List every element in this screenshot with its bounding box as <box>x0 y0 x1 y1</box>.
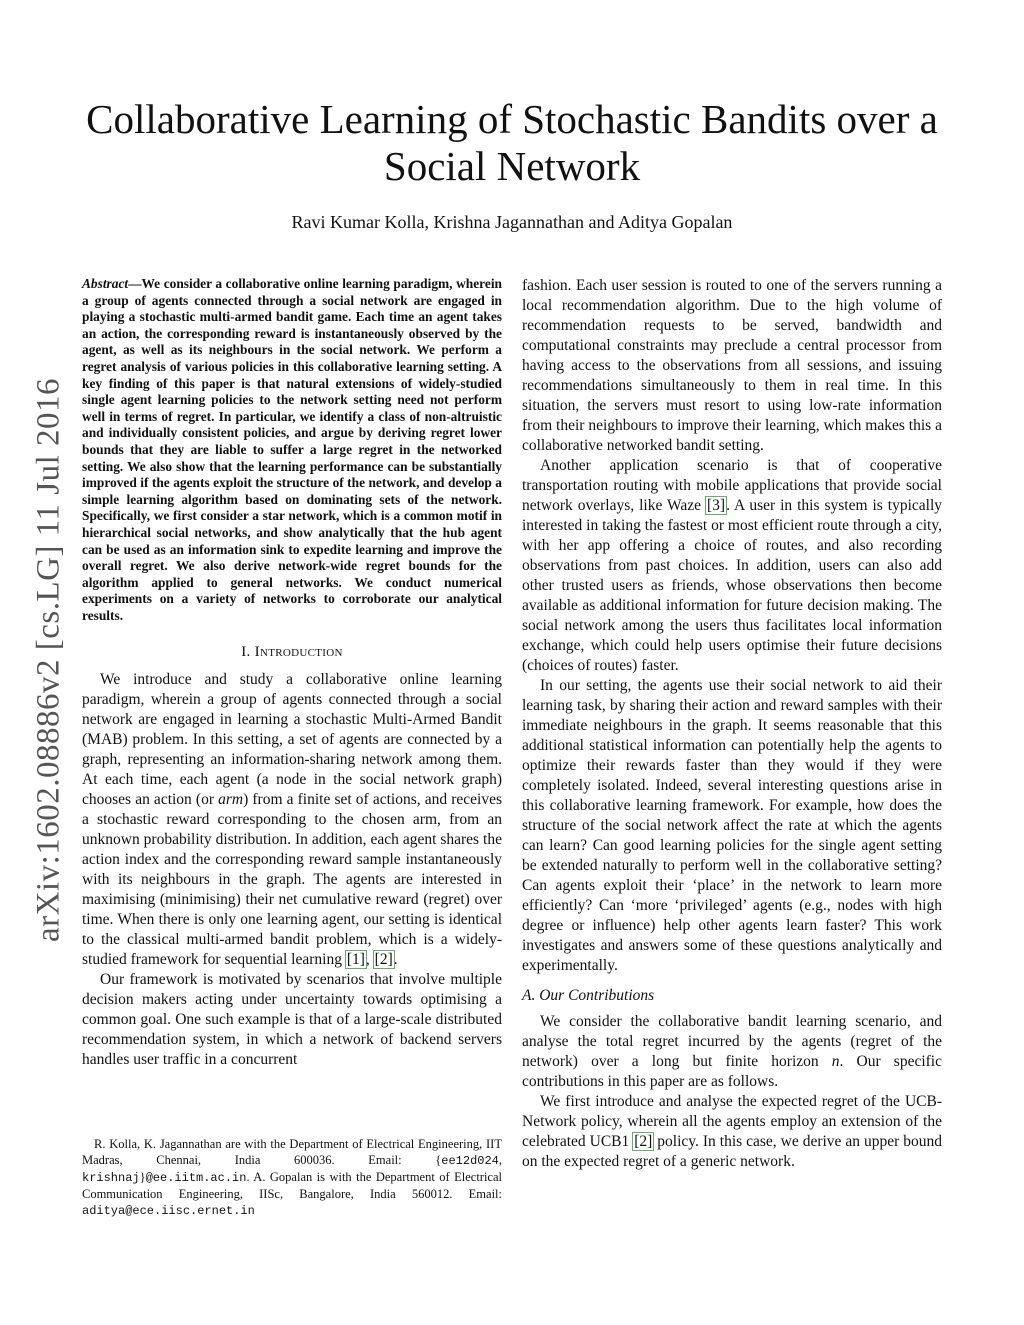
footnote-text-d: . A. Gopalan is with the Department of Electrical Communication Engineering, IISc, Bangalore, India 560012. Email: <box>82 1170 502 1201</box>
contrib-p2-text-cont: policy. In this case, we derive an upper bound on the expected regret of a generic network. <box>522 1133 943 1170</box>
left-column <box>82 276 502 1070</box>
arxiv-identifier: arXiv:1602.08886v2 [cs.LG] 11 Jul 2016 <box>30 377 67 943</box>
citation-separator: , <box>365 951 374 969</box>
section-numeral: I. <box>241 644 255 661</box>
citation-link-3[interactable]: [3] <box>706 497 726 514</box>
abstract <box>82 276 502 624</box>
email-link-3[interactable]: aditya@ece.iisc.ernet.in <box>82 1204 255 1218</box>
intro-paragraph-2-continued: fashion. Each user session is routed to one of the servers running a local recommendation algorithm. Due to the high volume of recommendation requests to be served, bandwidth and computational constraints may preclude a central processor from having access to the observations from all sessions, and issuing recommendations simultaneously to them in real time. In this situation, the servers must resort to using low-rate information from their neighbours to improve their learning, which makes this a collaborative networked bandit setting. <box>522 277 942 454</box>
abstract-lead: Abstract <box>82 276 129 291</box>
footnote-text <box>82 1136 502 1219</box>
horizon-symbol: n <box>831 1053 840 1070</box>
intro-p3-text: Another application scenario is that of cooperative transportation routing with mobile applications that provide social network overlays, like Waze <box>522 457 942 514</box>
intro-paragraph-2: Our framework is motivated by scenarios that involve multiple decision makers acting under uncertainty towards optimising a common goal. One such example is that of a large-scale distributed recommendation system, in which a network of backend servers handles user traffic in a concurrent <box>82 971 502 1069</box>
subsection-heading-contributions: A. Our Contributions <box>522 987 655 1004</box>
intro-paragraph-4: In our setting, the agents use their social network to aid their learning task, by sharing their action and reward samples with their immediate neighbours in the graph. It seems reasonable that this additional statistical information can potentially help the agents to optimize their rewards faster than they would if they were completely isolated. Indeed, several interesting questions arise in this collaborative learning framework. For example, how does the structure of the social network affect the rate at which the agents can learn? Can good learning policies for the single agent setting be extended naturally to perform well in the collaborative setting? Can agents exploit their ‘place’ in the network to learn more efficiently? Can ‘more ‘privileged’ agents (e.g., nodes with high degree or influence) help other agents learn faster? This work investigates and answers some of these questions analytically and experimentally. <box>522 677 942 974</box>
footnote-text-b: , <box>498 1153 502 1167</box>
abstract-dash: — <box>128 276 142 291</box>
citation-link-4[interactable]: [2] <box>634 1133 653 1150</box>
contrib-p1-text-cont: . Our specific contributions in this paper are as follows. <box>522 1053 942 1090</box>
footnote-text-c: } <box>139 1170 146 1184</box>
paper-authors: Ravi Kumar Kolla, Krishna Jagannathan and Aditya Gopalan <box>291 212 733 232</box>
section-title: Introduction <box>254 644 343 661</box>
intro-paragraph-1 <box>82 670 502 970</box>
footnote-text-a: R. Kolla, K. Jagannathan are with the Department of Electrical Engineering, IIT Madras, Chennai, India 600036. Email: { <box>82 1137 502 1167</box>
email-domain[interactable]: @ee.iitm.ac.in <box>145 1171 247 1185</box>
citation-link-1[interactable]: [1] <box>346 951 365 969</box>
right-column <box>522 276 942 1172</box>
contrib-p2-text: We first introduce and analyse the expected regret of the UCB-Network policy, wherein all the agents employ an extension of the celebrated UCB1 <box>522 1093 942 1150</box>
email-link-1[interactable]: ee12d024 <box>441 1154 499 1168</box>
email-link-2[interactable]: krishnaj <box>82 1171 140 1185</box>
intro-p1-text-cont: ) from a finite set of actions, and receives a stochastic reward corresponding to the chosen arm, from an unknown probability distribution. In addition, each agent shares the action index and the corresponding reward sample instantaneously with its neighbours in the graph. The agents are interested in maximising (minimising) their net cumulative reward (regret) over time. When there is only one learning agent, our setting is identical to the classical multi-armed bandit problem, which is a widely-studied framework for sequential learning <box>82 791 502 969</box>
contrib-paragraph-1 <box>522 1012 942 1092</box>
citation-link-2[interactable]: [2] <box>374 951 393 969</box>
arxiv-side-stamp <box>24 360 74 960</box>
author-footnote <box>82 1136 502 1219</box>
contrib-p1-text: We consider the collaborative bandit learning scenario, and analyse the total regret incurred by the agents (regret of the network) over a long but finite horizon <box>522 1013 942 1070</box>
intro-p1-text: We introduce and study a collaborative online learning paradigm, wherein a group of agents connected through a social network are engaged in learning a stochastic Multi-Armed Bandit (MAB) problem. In this setting, a set of agents are connected by a graph, representing an information-sharing network among them. At each time, each agent (a node in the social network graph) chooses an action (or <box>82 671 502 809</box>
contrib-paragraph-2 <box>522 1092 942 1172</box>
abstract-text: We consider a collaborative online learning paradigm, wherein a group of agents connected through a social network are engaged in playing a stochastic multi-armed bandit game. Each time an agent takes an action, the corresponding reward is instantaneously observed by the agent, as well as its neighbours in the social network. We perform a regret analysis of various policies in this collaborative learning setting. A key finding of this paper is that natural extensions of widely-studied single agent learning policies to the network setting need not perform well in terms of regret. In particular, we identify a class of non-altruistic and individually consistent policies, and argue by deriving regret lower bounds that they are liable to suffer a large regret in the networked setting. We also show that the learning performance can be substantially improved if the agents exploit the structure of the network, and develop a simple learning algorithm based on dominating sets of the network. Specifically, we first consider a star network, which is a common motif in hierarchical social networks, and show analytically that the hub agent can be used as an information sink to expedite learning and improve the overall regret. We also derive network-wide regret bounds for the algorithm applied to general networks. We conduct numerical experiments on a variety of networks to corroborate our analytical results. <box>82 276 502 623</box>
section-heading-introduction <box>82 642 502 662</box>
intro-p1-arm: arm <box>218 791 244 809</box>
intro-paragraph-3 <box>522 456 942 676</box>
intro-p1-end: . <box>393 951 398 969</box>
intro-p3-text-cont: . A user in this system is typically interested in taking the fastest or most efficient route through a city, with her app offering a choice of routes, and also recording observations from past choices. In addition, users can also add other trusted users as friends, whose observations then become available as additional information for future decision making. The social network among the users thus facilitates local information exchange, which could help users optimise their future decisions (choices of routes) faster. <box>522 497 942 674</box>
paper-title: Collaborative Learning of Stochastic Bandits over a Social Network <box>86 96 938 189</box>
